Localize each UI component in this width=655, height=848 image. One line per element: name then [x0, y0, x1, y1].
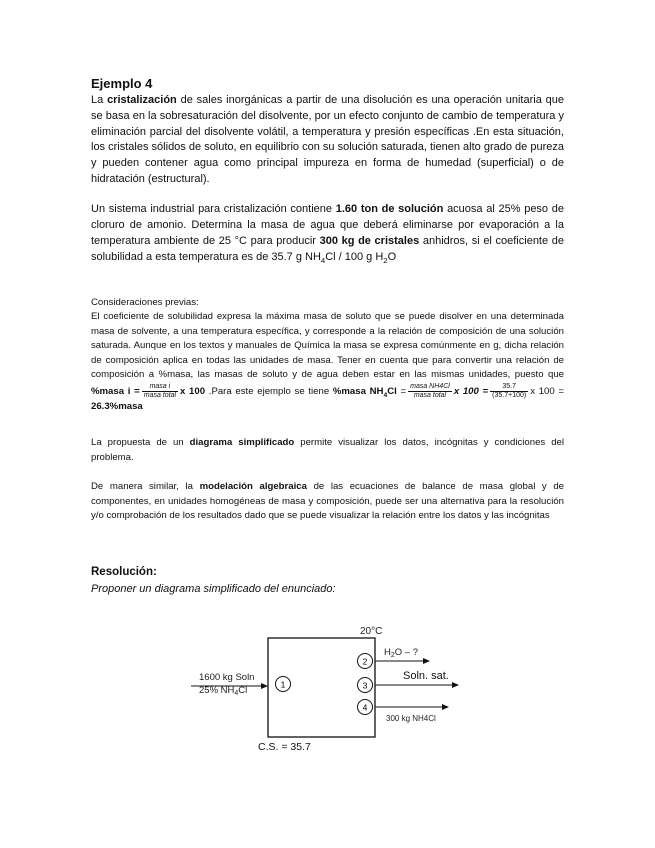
feed-arrowhead: [261, 683, 268, 689]
formula-result: 26.3%masa: [91, 400, 143, 412]
stream-1-label: 1: [280, 679, 286, 690]
crystals-label: 300 kg NH4Cl: [386, 714, 436, 723]
stream-4-label: 4: [362, 702, 368, 713]
formula-percent-mass: %masa i =: [91, 386, 140, 397]
formula-fraction-2: $\frac{\text{masa NH4Cl}}{\text{masa total}}$: [410, 382, 450, 399]
considerations-title: Consideraciones previas:: [91, 297, 199, 308]
temperature-label: 20°C: [360, 626, 383, 637]
water-label: $H_2O$ – ?: [384, 647, 419, 659]
considerations-body: El coeficiente de solubilidad expresa la máxima masa de soluto que se puede disolver en una determinada masa de solvente, a una temperatura específica, y corresponde a la relación de composición de una solución saturada. Aunque en los textos y manuales de Química la masa se expresa comúnmente en g, dicha relación de composición aplica en todas las unidades de masa. Tener en cuenta que para convertir una relación de composición a %masa, las masas de soluto y de agua deben estar en las mismas unidades, puesto que %masa i = $\frac{\text{masa i}}{\text{masa total}}$ x 100 .Para este ejemplo se tiene %masa $NH_4Cl$ = $\frac{\text{masa NH4Cl}}{\text{masa total}}$ x 100 = $\frac{35.7}{(35.7+100)}$ x 100 = 26.3%masa: [91, 311, 565, 412]
simplified-diagram-paragraph: La propuesta de un diagrama simplificado permite visualizar los datos, incógnitas y condiciones del problema.: [91, 437, 564, 463]
stream-3-label: 3: [362, 680, 368, 691]
term-cristalizacion: cristalización: [107, 94, 177, 106]
problem-statement: Un sistema industrial para cristalización contiene 1.60 ton de solución acuosa al 25% peso de cloruro de amonio. Determina la masa de agua que deberá eliminarse por evaporación a la temperatura ambiente de 25 °C para producir 300 kg de cristales anhidros, si el coeficiente de solubilidad a esta temperatura es de 35.7 g $NH_4Cl / 100$ g $H_2O$: [91, 203, 564, 266]
resolution-subtitle: Proponer un diagrama simplificado del enunciado:: [91, 583, 336, 595]
crystals-arrowhead: [442, 704, 449, 710]
resolution-title: Resolución:: [91, 566, 157, 578]
formula-fraction: $\frac{\text{masa i}}{\text{masa total}}$: [143, 382, 177, 399]
water-arrowhead: [423, 658, 430, 664]
crystal-amount: 300 kg de cristales: [319, 235, 420, 247]
intro-paragraph: La cristalización de sales inorgánicas a partir de una disolución es una operación unitaria que se basa en la sobresaturación del disolvente, por un efecto conjunto de cambio de temperatura y eliminación parcial del disolvente volátil, a temperatura y presión específicas .En esta situación, los cristales sólidos de soluto, en equilibrio con su solución saturada, tienen alto grado de pureza y pueden contener agua como principal impureza en forma de humedad (superficial) o de hidratación (estructural).: [91, 94, 564, 185]
soln-arrowhead: [452, 682, 459, 688]
solution-amount: 1.60 ton de solución: [335, 203, 444, 215]
formula-fraction-3: $\frac{35.7}{(35.7+100)}$: [492, 382, 527, 399]
solubility-coefficient-label: C.S. = 35.7: [258, 741, 311, 753]
soln-sat-label: Soln. sat.: [403, 670, 449, 682]
formula-nh4cl: %masa $NH_4Cl$: [332, 386, 397, 399]
example-title: Ejemplo 4: [91, 76, 153, 91]
algebraic-model-paragraph: De manera similar, la modelación algebraica de las ecuaciones de balance de masa global y de componentes, en unidades homogéneas de masa y composición, puede ser una alternativa para la resolución y/o comprobación de los resultados dado que se puede visualizar la relación entre los datos y las incógnitas: [91, 481, 565, 522]
stream-2-label: 2: [362, 656, 368, 667]
feed-label-2: 25% $NH_4Cl$: [199, 685, 248, 697]
feed-label-1: 1600 kg Soln: [199, 672, 255, 683]
